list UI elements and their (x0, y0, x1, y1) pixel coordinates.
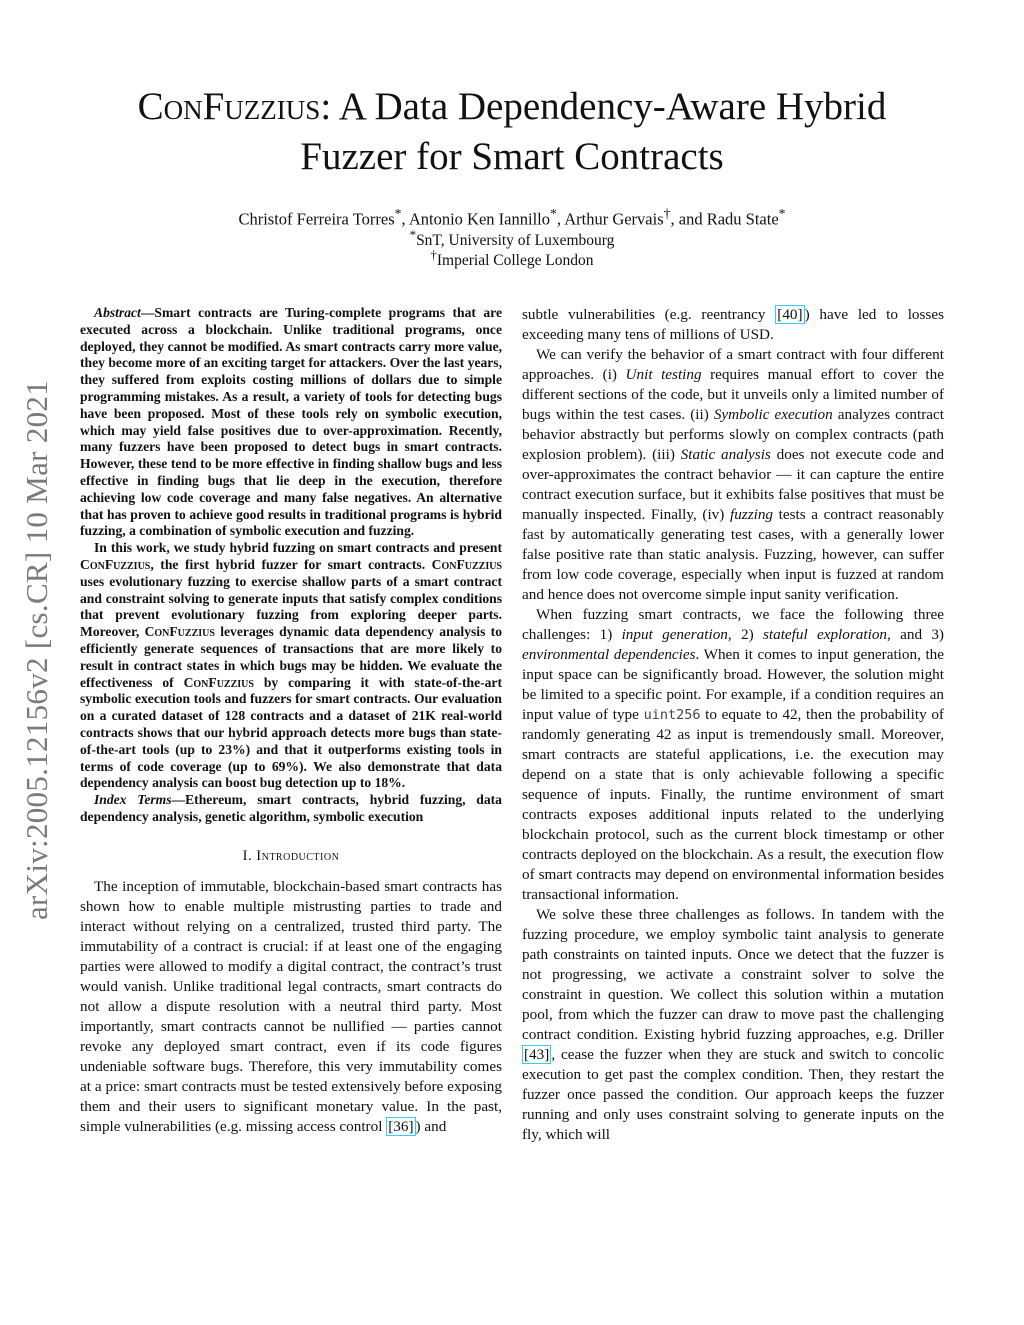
author-3: , Arthur Gervais (556, 209, 664, 229)
citation-43[interactable]: [43] (524, 1046, 550, 1063)
abstract-tool-2: ConFuzzius (431, 556, 502, 572)
intro-p3-d: . When it comes to input generation, the input space can be significantly broad. However, the solution might be limited to a specific point. For example, if a condition requires an input value of type (522, 646, 945, 723)
index-terms: —Ethereum, smart contracts, hybrid fuzzing, data dependency analysis, genetic algorithm, symbolic execution (80, 792, 502, 824)
intro-p2-a: We can verify the behavior of a smart contract with four different approaches. (i) (522, 346, 944, 383)
intro-paragraph-2 (522, 345, 944, 605)
arxiv-id: arXiv:2005.12156v2 [cs.CR] 10 Mar 2021 (19, 379, 54, 921)
term-stateful-exploration: stateful exploration (762, 626, 888, 643)
tool-name: ConFuzzius (137, 85, 321, 128)
code-uint256: uint256 (643, 707, 701, 723)
abstract-p2-b: , the first hybrid fuzzer for smart contracts. (150, 556, 432, 572)
abstract-label: Abstract (94, 305, 141, 320)
intro-paragraph-3 (522, 605, 944, 905)
intro-p3-e: to equate to 42, then the probability of randomly generating 42 as input is tremendously small. Moreover, smart contracts are stateful applications, i.e. the execution may depend on a state that is only achievable following a specific sequence of inputs. Finally, the runtime environment of smart contracts exposes additional inputs related to the underlying blockchain protocol, such as the current block timestamp or other contracts deployed on the blockchain. As a result, the execution flow of smart contracts may depend on environmental information besides transactional information. (522, 706, 944, 903)
affiliation-2 (80, 245, 944, 271)
intro-p2-c: analyzes contract behavior abstractly but performs slowly on complex contracts (path explosion problem). (iii) (522, 406, 944, 463)
intro-p3-a: When fuzzing smart contracts, we face the following three challenges: 1) (522, 606, 944, 643)
abstract (80, 305, 502, 826)
abstract-tool-4: ConFuzzius (183, 674, 254, 690)
abstract-tool-1: ConFuzzius (80, 556, 151, 572)
intro-p2-d: does not execute code and over-approximates the contract behavior — it can capture the entire contract execution surface, but it exhibits false positives that must be manually inspected. Finally, (iv) (522, 446, 944, 523)
intro-p1-a: The inception of immutable, blockchain-based smart contracts has shown how to enable multiple mistrusting parties to trade and interact without relying on a centralized, trusted third party. The immutability of a contract is crucial: if at least one of the engaging parties were allowed to modify a digital contract, the contract’s trust would vanish. Unlike traditional legal contracts, smart contracts do not allow a dispute resolution with a neutral third party. Most importantly, smart contracts cannot be nullified — parties cannot revoke any deployed smart contract, even if its code figures undeniable software bugs. Therefore, this very immutability comes at a price: smart contracts must be tested extensively before exposing them and their users to significant monetary value. In the past, simple vulnerabilities (e.g. missing access control (80, 877, 502, 1135)
term-unit-testing: Unit testing (625, 366, 702, 383)
affiliation-1-mark: * (409, 227, 417, 242)
intro-p1-close: ) and (415, 1117, 447, 1135)
author-2: , Antonio Ken Iannillo (401, 209, 550, 229)
section-number: I. (242, 847, 253, 864)
term-fuzzing: fuzzing (729, 506, 774, 523)
intro-p4-a: We solve these three challenges as follows. In tandem with the fuzzing procedure, we employ symbolic taint analysis to generate path constraints on tainted inputs. Once we detect that the fuzzer is not progressing, we activate a constraint solver to solve the constraint in question. We collect this solution within a mutation pool, from which the fuzzer can draw to move past the challenging contract condition. Existing hybrid fuzzing approaches, e.g. Driller (522, 906, 944, 1043)
term-symbolic-execution: Symbolic execution (713, 406, 833, 423)
intro-p1-c: ) have led to losses exceeding many tens of millions of USD. (522, 306, 944, 343)
title-line1-rest: : A Data Dependency-Aware Hybrid (320, 85, 887, 128)
intro-paragraph-1-cont (522, 305, 944, 345)
author-4: , and Radu State (670, 209, 779, 229)
term-static-analysis: Static analysis (680, 446, 771, 463)
affiliation-2-mark: † (430, 247, 437, 262)
abstract-p2-c: uses evolutionary fuzzing to exercise shallow parts of a smart contract and constraint solving to generate inputs that satisfy complex conditions that prevent evolutionary fuzzing from exploring deeper parts. Moreover, (80, 573, 502, 640)
abstract-p2-a: In this work, we study hybrid fuzzing on smart contracts and present (94, 540, 502, 556)
term-environmental-dependencies: environmental dependencies (522, 646, 696, 663)
intro-p3-b: , 2) (727, 626, 763, 643)
author-1-mark: * (394, 206, 402, 221)
citation-40[interactable]: [40] (777, 306, 803, 323)
intro-paragraph-1 (80, 877, 502, 1137)
author-1: Christof Ferreira Torres (238, 209, 395, 229)
abstract-tool-3: ConFuzzius (144, 624, 215, 640)
index-terms-label: Index Terms (94, 792, 172, 808)
section-heading (80, 848, 502, 865)
section-title: Introduction (256, 847, 340, 864)
term-input-generation: input generation (621, 626, 728, 643)
affiliation-2-text: Imperial College London (436, 252, 594, 270)
intro-paragraph-4 (522, 905, 944, 1145)
intro-p2-b: requires manual effort to cover the different sections of the code, but it unveils only a limited number of bugs within the test cases. (ii) (522, 366, 944, 423)
author-3-mark: † (663, 206, 671, 221)
arxiv-sidebar-stamp (12, 350, 62, 950)
abstract-p1: —Smart contracts are Turing-complete programs that are executed across a blockchain. Unlike traditional programs, once deployed, they cannot be modified. As smart contracts carry more value, they become more of an exciting target for attackers. Over the last years, they suffered from exploits costing millions of dollars due to simple programming mistakes. As a result, a variety of tools for detecting bugs have been proposed. Most of these tools rely on symbolic execution, which may yield false positives due to over-approximation. Recently, many fuzzers have been proposed to detect bugs in smart contracts. However, these tend to be more effective in finding shallow bugs and less effective in finding bugs that lie deep in the execution, therefore achieving low code coverage and many false negatives. An alternative that has proven to achieve good results in traditional programs is hybrid fuzzing, a combination of symbolic execution and fuzzing. (80, 305, 502, 539)
abstract-p2-d: leverages dynamic data dependency analysis to efficiently generate sequences of transactions that are more likely to result in contract states in which bugs may be hidden. We evaluate the effectiveness of (80, 624, 502, 690)
author-2-mark: * (549, 206, 557, 221)
left-column (80, 305, 502, 1137)
citation-36[interactable]: [36] (388, 1117, 414, 1135)
right-column (522, 305, 944, 1145)
intro-p1-cont-start: subtle vulnerabilities (e.g. reentrancy (522, 306, 776, 323)
intro-p3-c: , and 3) (887, 626, 944, 643)
intro-p2-e: tests a contract reasonably fast by automatically generating test cases, with a generally lower false positive rate than static analysis. Fuzzing, however, can suffer from low code coverage, especially when input is fuzzed at random and hence does not overcome simple input sanity verification. (522, 506, 944, 603)
author-4-mark: * (778, 206, 786, 221)
abstract-p2-e: by comparing it with state-of-the-art symbolic execution tools and fuzzers for smart contracts. Our evaluation on a curated dataset of 128 contracts and a dataset of 21K real-world contracts shows that our hybrid approach detects more bugs than state-of-the-art tools (up to 23%) and that it outperforms existing tools in terms of code coverage (up to 69%). We also demonstrate that data dependency analysis can boost bug detection up to 18%. (80, 674, 502, 791)
intro-p4-b: , cease the fuzzer when they are stuck and switch to concolic execution to get past the complex condition. Then, they restart the fuzzer once passed the condition. Our approach keeps the fuzzer running and only uses constraint solving to generate inputs on the fly, which will (522, 1046, 944, 1143)
paper-title (80, 82, 944, 182)
title-line2: Fuzzer for Smart Contracts (300, 135, 724, 178)
affiliation-1-text: SnT, University of Luxembourg (416, 232, 615, 250)
